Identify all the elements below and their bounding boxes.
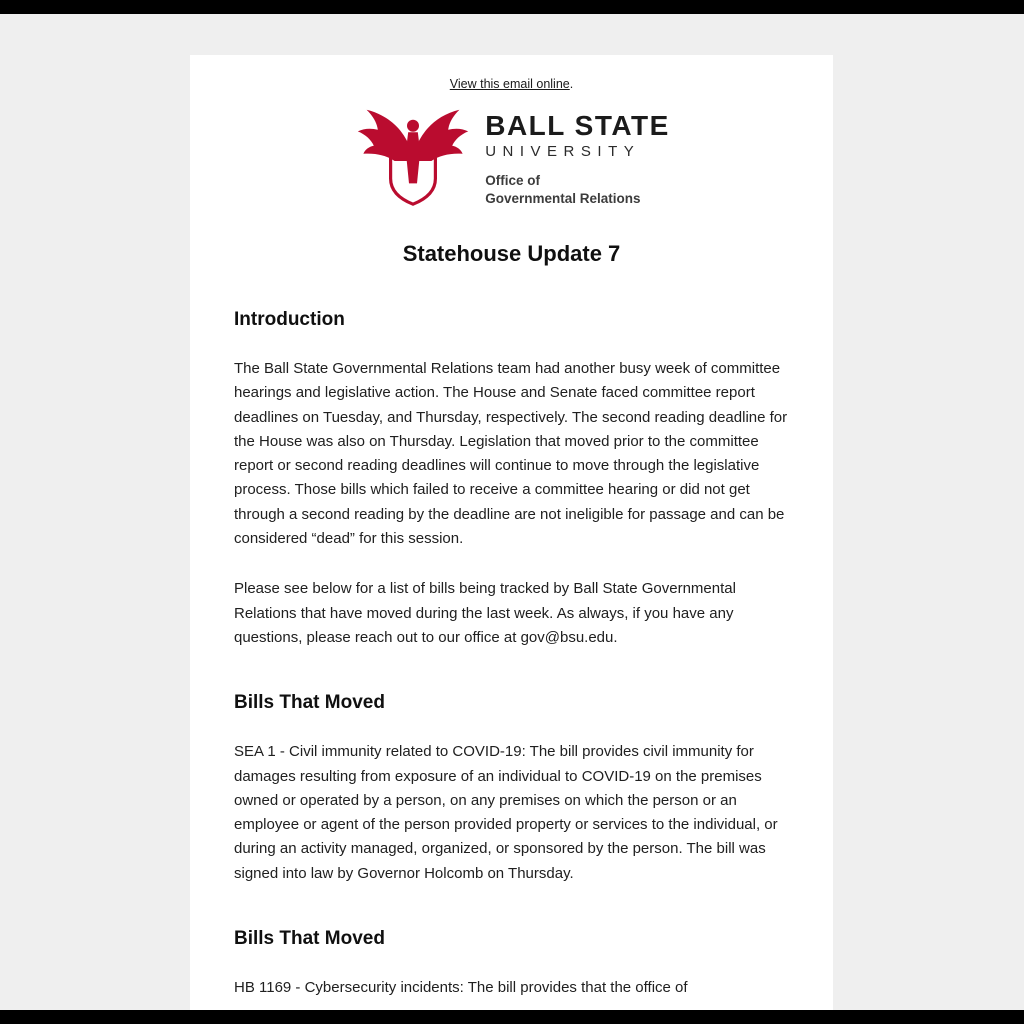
view-online-link[interactable]: View this email online — [449, 77, 570, 91]
logo-text — [485, 107, 670, 207]
page-title: Statehouse Update 7 — [402, 241, 621, 266]
section-heading: Introduction — [234, 309, 345, 330]
logo-governmental-relations: Governmental Relations — [485, 190, 641, 206]
section-heading: Bills That Moved — [234, 692, 385, 714]
logo — [234, 105, 789, 209]
section-heading: Bills That Moved — [234, 928, 385, 950]
paragraph: SEA 1 - Civil immunity related to COVID-19: The bill provides civil immunity for damages resulting from exposure of an individual to COVID-19 on the premises owned or operated by a person, on any premises on which the person or an employee or agent of the person provided property or services to the individual, or during an activity managed, organized, or sponsored by the person. The bill was signed into law by Governor Holcomb on Thursday. — [234, 743, 778, 882]
email-body — [190, 55, 833, 1024]
view-online-row — [234, 55, 789, 91]
logo-department — [485, 172, 670, 207]
paragraph: Please see below for a list of bills being tracked by Ball State Governmental Relations that have moved during the last week. As always, if you have any questions, please reach out to our office at gov@bsu.edu. — [234, 580, 736, 646]
paragraph: The Ball State Governmental Relations team had another busy week of committee hearings and legislative action. The House and Senate faced committee report deadlines on Tuesday, and Thursday, respectively. The second reading deadline for the House was also on Thursday. Legislation that moved prior to the committee report or second reading deadlines will continue to move through the legislative process. Those bills which failed to receive a committee hearing or did not get through a second reading by the deadline are not ineligible for passage and can be considered “dead” for this session. — [234, 360, 788, 548]
top-bar — [0, 0, 1024, 14]
logo-ball-state: BALL STATE — [485, 109, 670, 141]
view-online-suffix: . — [569, 77, 574, 91]
section-bills-that-moved-1 — [234, 692, 789, 886]
section-bills-that-moved-2 — [234, 928, 789, 1000]
bottom-bar — [0, 1010, 1024, 1024]
logo-office-of: Office of — [485, 173, 540, 189]
ball-state-cardinal-icon — [353, 105, 473, 209]
section-introduction — [234, 309, 789, 650]
logo-university: UNIVERSITY — [485, 143, 641, 161]
paragraph: HB 1169 - Cybersecurity incidents: The bill provides that the office of — [234, 979, 688, 997]
